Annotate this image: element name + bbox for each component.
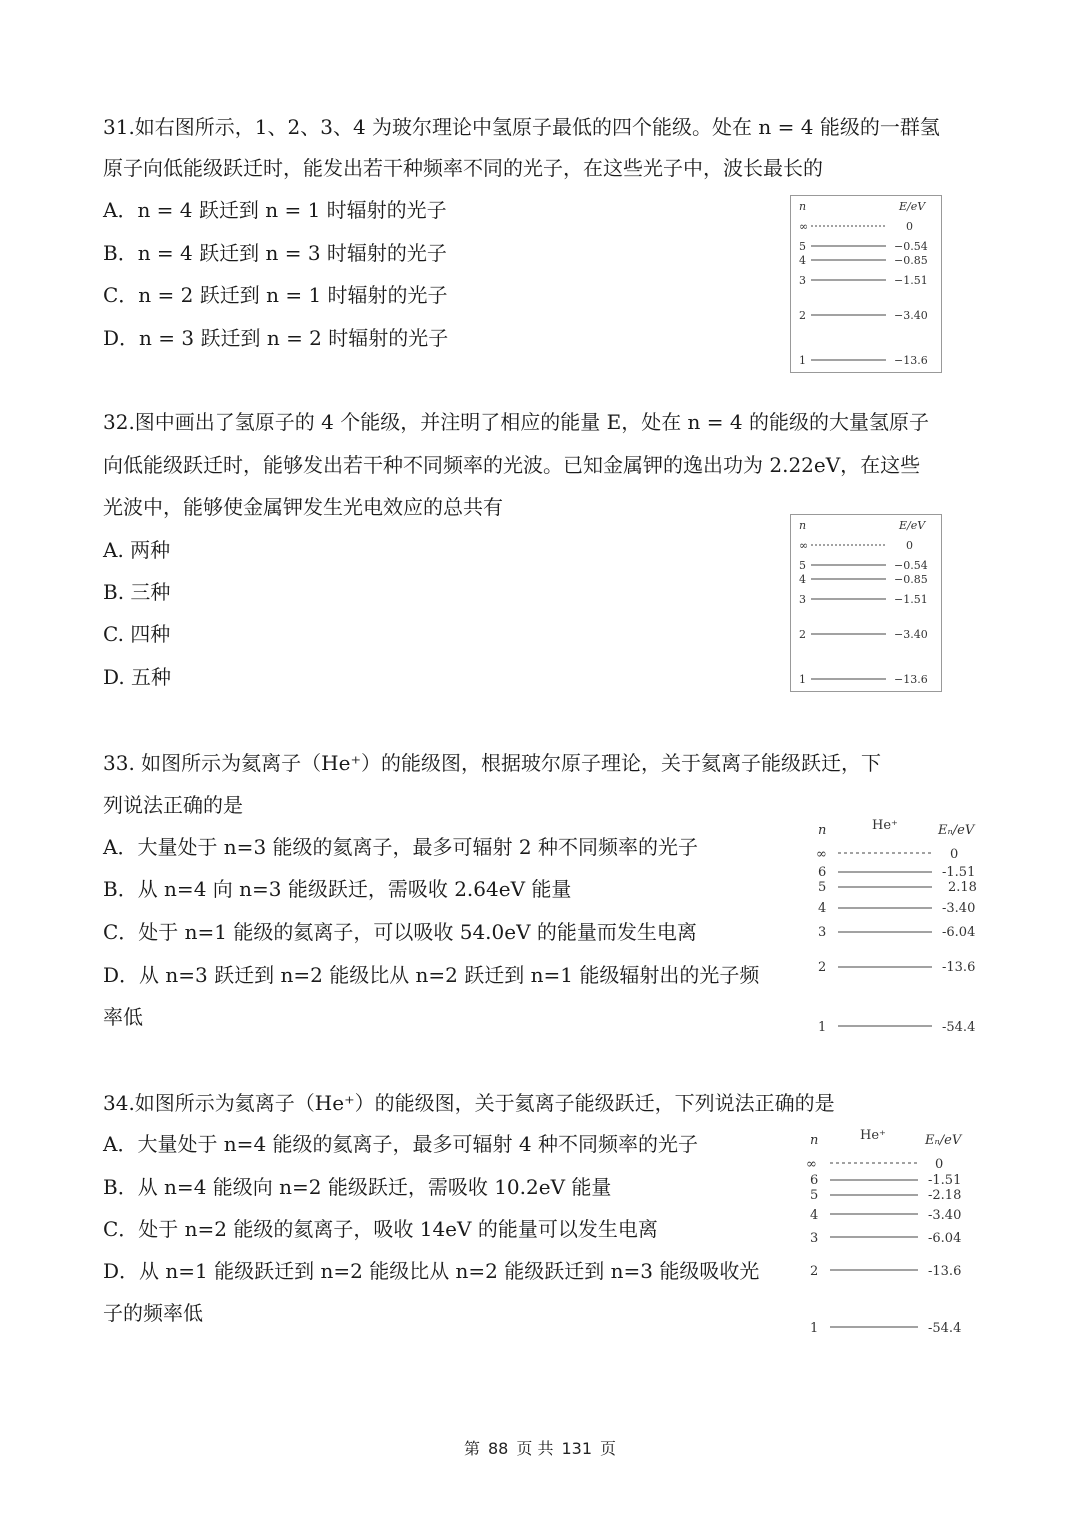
q32-stem-line-1: 32.图中画出了氢原子的 4 个能级，并注明了相应的能量 E，处在 n = 4 的能级的大量氢原子 (103, 410, 929, 434)
level-energy: −1.51 (894, 274, 928, 287)
q31-stem-line-1: 31.如右图所示，1、2、3、4 为玻尔理论中氢原子最低的四个能级。处在 n = 4 能级的一群氢 (103, 115, 940, 139)
q33-option-c: C．处于 n=1 能级的氦离子，可以吸收 54.0eV 的能量而发生电离 (103, 920, 697, 944)
q33-option-d: D．从 n=3 跃迁到 n=2 能级比从 n=2 跃迁到 n=1 能级辐射出的光子频 (103, 963, 760, 987)
q31-option-d: D．n = 3 跃迁到 n = 2 时辐射的光子 (103, 326, 449, 350)
level-n: ∞ (799, 539, 809, 552)
level-n: 6 (818, 865, 827, 880)
level-n: 2 (799, 309, 806, 322)
n-axis-label: n (818, 823, 827, 838)
level-energy: -1.51 (942, 865, 976, 880)
q33-stem-line-2: 列说法正确的是 (103, 793, 243, 817)
n-axis-label: n (799, 200, 807, 213)
q31-option-a: A．n = 4 跃迁到 n = 1 时辐射的光子 (103, 198, 447, 222)
level-n: ∞ (799, 220, 809, 233)
ion-label: He⁺ (872, 818, 898, 833)
q34-option-c: C．处于 n=2 能级的氦离子，吸收 14eV 的能量可以发生电离 (103, 1217, 658, 1241)
level-n: 4 (818, 901, 827, 916)
level-n: 1 (818, 1020, 827, 1035)
level-n: 5 (799, 559, 806, 572)
level-energy: −0.54 (894, 240, 928, 253)
n-axis-label: n (810, 1133, 819, 1148)
level-n: 5 (818, 880, 827, 895)
level-energy: 0 (906, 539, 913, 552)
footer-prefix: 第 (463, 1439, 480, 1458)
level-energy: −1.51 (894, 593, 928, 606)
level-n: 3 (799, 274, 806, 287)
level-energy: -2.18 (928, 1188, 962, 1203)
level-energy: -6.04 (942, 925, 976, 940)
level-n: 4 (799, 254, 806, 267)
level-n: ∞ (806, 1157, 817, 1172)
q34-option-b: B．从 n=4 能级向 n=2 能级跃迁，需吸收 10.2eV 能量 (103, 1175, 612, 1199)
level-energy: 0 (935, 1157, 944, 1172)
hydrogen-level-diagram-q31 (790, 195, 942, 373)
q34-option-d-cont: 子的频率低 (103, 1301, 203, 1325)
q34-stem-line-1: 34.如图所示为氦离子（He⁺）的能级图，关于氦离子能级跃迁，下列说法正确的是 (103, 1091, 835, 1115)
level-n: 5 (799, 240, 806, 253)
level-energy: -54.4 (928, 1321, 962, 1336)
level-energy: -13.6 (928, 1264, 962, 1279)
level-energy: -3.40 (942, 901, 976, 916)
level-energy: -6.04 (928, 1231, 962, 1246)
q33-option-a: A．大量处于 n=3 能级的氦离子，最多可辐射 2 种不同频率的光子 (103, 835, 698, 859)
q33-option-b: B．从 n=4 向 n=3 能级跃迁，需吸收 2.64eV 能量 (103, 877, 572, 901)
hydrogen-level-diagram-q32 (790, 514, 942, 692)
level-n: 4 (810, 1208, 819, 1223)
q32-option-d: D. 五种 (103, 665, 172, 689)
level-energy: −13.6 (894, 673, 928, 686)
level-energy: −3.40 (894, 309, 928, 322)
level-energy: −0.85 (894, 573, 928, 586)
q33-option-d-cont: 率低 (103, 1005, 143, 1029)
total-page-count: 131 (561, 1439, 592, 1458)
q34-option-d: D．从 n=1 能级跃迁到 n=2 能级比从 n=2 能级跃迁到 n=3 能级吸收光 (103, 1259, 760, 1283)
energy-axis-label: E/eV (899, 200, 926, 213)
level-n: 5 (810, 1188, 819, 1203)
footer-suffix: 页 (600, 1439, 617, 1458)
q33-stem-line-1: 33. 如图所示为氦离子（He⁺）的能级图，根据玻尔原子理论，关于氦离子能级跃迁，下 (103, 751, 881, 775)
level-energy: -54.4 (942, 1020, 976, 1035)
level-energy: 0 (906, 220, 913, 233)
energy-axis-label: E/eV (899, 519, 926, 532)
helium-ion-level-diagram-q33 (810, 812, 990, 1040)
n-axis-label: n (799, 519, 807, 532)
q31-stem-line-2: 原子向低能级跃迁时，能发出若干种频率不同的光子，在这些光子中，波长最长的 (103, 156, 823, 180)
level-n: 6 (810, 1173, 819, 1188)
current-page-number: 88 (488, 1439, 509, 1458)
level-energy: -3.40 (928, 1208, 962, 1223)
energy-axis-label: Eₙ/eV (938, 823, 975, 838)
helium-ion-level-diagram-q34 (800, 1122, 985, 1344)
q32-option-a: A. 两种 (103, 538, 171, 562)
level-n: 2 (810, 1264, 819, 1279)
level-n: 2 (799, 628, 806, 641)
level-energy: −3.40 (894, 628, 928, 641)
q31-option-b: B．n = 4 跃迁到 n = 3 时辐射的光子 (103, 241, 447, 265)
level-n: 2 (818, 960, 827, 975)
level-energy: -1.51 (928, 1173, 962, 1188)
level-energy: 2.18 (948, 880, 977, 895)
q32-option-b: B. 三种 (103, 580, 171, 604)
level-energy: 0 (950, 847, 959, 862)
energy-axis-label: Eₙ/eV (925, 1133, 962, 1148)
level-energy: −0.54 (894, 559, 928, 572)
level-n: 1 (810, 1321, 819, 1336)
q32-stem-line-2: 向低能级跃迁时，能够发出若干种不同频率的光波。已知金属钾的逸出功为 2.22eV，在这些 (103, 453, 921, 477)
level-n: 1 (799, 354, 806, 367)
q32-stem-line-3: 光波中，能够使金属钾发生光电效应的总共有 (103, 495, 503, 519)
q34-option-a: A．大量处于 n=4 能级的氦离子，最多可辐射 4 种不同频率的光子 (103, 1132, 698, 1156)
level-energy: -13.6 (942, 960, 976, 975)
level-n: 3 (810, 1231, 819, 1246)
level-energy: −0.85 (894, 254, 928, 267)
q31-option-c: C．n = 2 跃迁到 n = 1 时辐射的光子 (103, 283, 448, 307)
level-energy: −13.6 (894, 354, 928, 367)
ion-label: He⁺ (860, 1128, 886, 1143)
level-n: 4 (799, 573, 806, 586)
page-footer (0, 1436, 1080, 1459)
q32-option-c: C. 四种 (103, 622, 171, 646)
level-n: ∞ (816, 847, 827, 862)
level-n: 3 (818, 925, 827, 940)
level-n: 3 (799, 593, 806, 606)
footer-mid: 页 共 (516, 1439, 554, 1458)
level-n: 1 (799, 673, 806, 686)
